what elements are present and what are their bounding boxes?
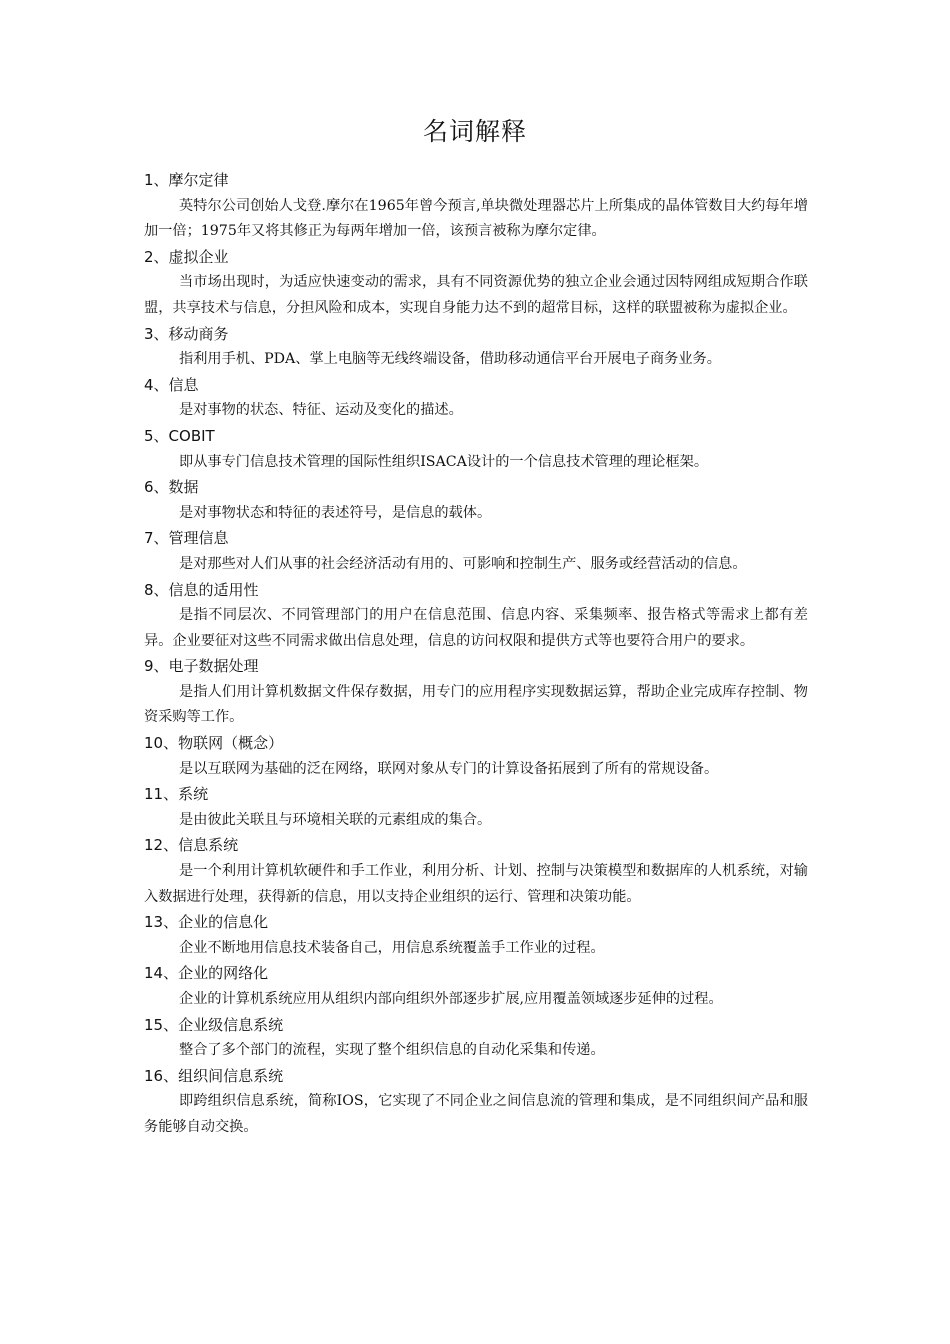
entry-term: 5、COBIT xyxy=(144,426,215,445)
entry-term: 10、物联网（概念） xyxy=(144,734,284,753)
entry-term: 6、数据 xyxy=(144,478,199,497)
entry-definition: 指利用手机、PDA、掌上电脑等无线终端设备，借助移动通信平台开展电子商务业务。 xyxy=(179,351,721,368)
glossary-entry xyxy=(144,1064,808,1141)
entry-term: 7、管理信息 xyxy=(144,529,229,548)
glossary-entry xyxy=(144,578,808,655)
glossary-entry xyxy=(144,833,808,910)
glossary-entry xyxy=(144,168,808,245)
entry-definition: 是指人们用计算机数据文件保存数据，用专门的应用程序实现数据运算，帮助企业完成库存控制、物资采购等工作。 xyxy=(144,683,808,726)
glossary-entry xyxy=(144,910,808,961)
page-title: 名词解释 xyxy=(422,117,527,146)
entry-definition: 是由彼此关联且与环境相关联的元素组成的集合。 xyxy=(179,811,492,828)
entry-definition: 是指不同层次、不同管理部门的用户在信息范围、信息内容、采集频率、报告格式等需求上都有差异。企业要征对这些不同需求做出信息处理，信息的访问权限和提供方式等也要符合用户的要求。 xyxy=(144,607,808,649)
entry-term: 9、电子数据处理 xyxy=(144,657,259,676)
entry-term: 4、信息 xyxy=(144,375,199,394)
entry-definition: 即从事专门信息技术管理的国际性组织ISACA设计的一个信息技术管理的理论框架。 xyxy=(179,453,709,470)
glossary-entry xyxy=(144,424,808,475)
glossary-entry xyxy=(144,245,808,322)
glossary-entry xyxy=(144,1013,808,1064)
entry-term: 1、摩尔定律 xyxy=(144,171,229,189)
entry-term: 11、系统 xyxy=(144,785,209,804)
entry-definition: 企业不断地用信息技术装备自己，用信息系统覆盖手工作业的过程。 xyxy=(179,939,605,956)
entry-definition: 是以互联网为基础的泛在网络，联网对象从专门的计算设备拓展到了所有的常规设备。 xyxy=(179,760,719,777)
entry-definition: 当市场出现时，为适应快速变动的需求，具有不同资源优势的独立企业会通过因特网组成短期合作联盟，共享技术与信息，分担风险和成本，实现自身能力达不到的超常目标，这样的联盟被称为虚拟企业。 xyxy=(144,274,808,316)
entry-definition: 是对那些对人们从事的社会经济活动有用的、可影响和控制生产、服务或经营活动的信息。 xyxy=(179,555,747,572)
entry-definition: 企业的计算机系统应用从组织内部向组织外部逐步扩展,应用覆盖领域逐步延伸的过程。 xyxy=(179,991,723,1007)
glossary-entry xyxy=(144,961,808,1012)
glossary-entry xyxy=(144,731,808,782)
entry-definition: 是一个利用计算机软硬件和手工作业，利用分析、计划、控制与决策模型和数据库的人机系统，对输入数据进行处理，获得新的信息，用以支持企业组织的运行、管理和决策功能。 xyxy=(144,863,808,905)
glossary-entry xyxy=(144,654,808,731)
glossary-list xyxy=(144,168,808,1141)
entry-term: 15、企业级信息系统 xyxy=(144,1015,284,1034)
glossary-entry xyxy=(144,373,808,424)
entry-definition: 即跨组织信息系统，简称IOS，它实现了不同企业之间信息流的管理和集成，是不同组织间产品和服务能够自动交换。 xyxy=(144,1093,808,1135)
entry-term: 12、信息系统 xyxy=(144,836,239,855)
entry-term: 13、企业的信息化 xyxy=(144,913,269,932)
entry-term: 3、移动商务 xyxy=(144,324,229,343)
entry-term: 16、组织间信息系统 xyxy=(144,1066,284,1085)
glossary-entry xyxy=(144,526,808,577)
glossary-entry xyxy=(144,782,808,833)
entry-definition: 是对事物状态和特征的表述符号，是信息的载体。 xyxy=(179,504,492,521)
entry-definition: 英特尔公司创始人戈登.摩尔在1965年曾今预言,单块微处理器芯片上所集成的晶体管数目大约每年增加一倍；1975年又将其修正为每两年增加一倍，该预言被称为摩尔定律。 xyxy=(144,197,808,240)
entry-term: 14、企业的网络化 xyxy=(144,964,269,983)
entry-term: 8、信息的适用性 xyxy=(144,580,259,599)
glossary-entry xyxy=(144,322,808,373)
entry-term: 2、虚拟企业 xyxy=(144,247,229,266)
glossary-entry xyxy=(144,475,808,526)
entry-definition: 是对事物的状态、特征、运动及变化的描述。 xyxy=(179,402,463,419)
entry-definition: 整合了多个部门的流程，实现了整个组织信息的自动化采集和传递。 xyxy=(179,1042,605,1059)
